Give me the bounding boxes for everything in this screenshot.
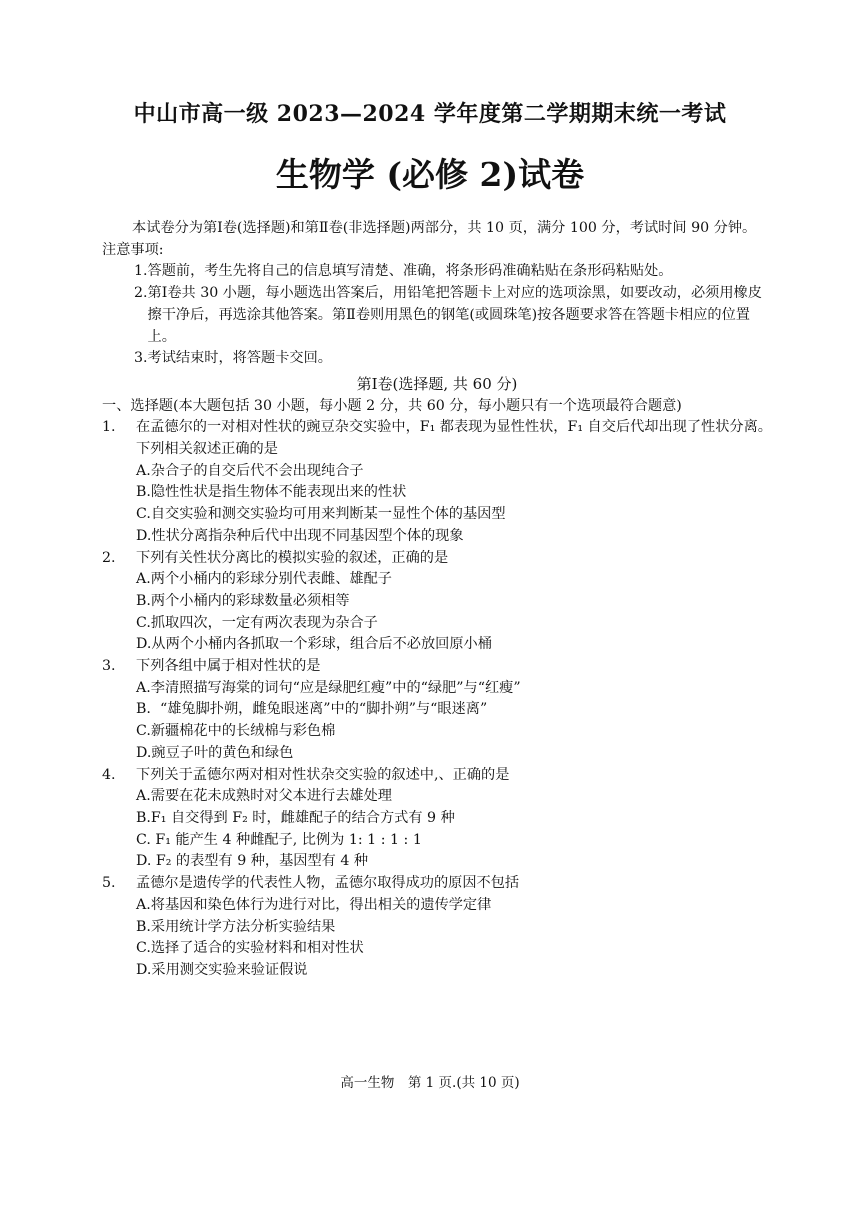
question-stem: 下列有关性状分离比的模拟实验的叙述，正确的是 bbox=[136, 549, 449, 566]
question-number: 5. bbox=[102, 875, 116, 892]
question-2 bbox=[102, 548, 772, 657]
note-item-1 bbox=[102, 261, 772, 283]
question-number: 2. bbox=[102, 549, 116, 566]
section-instruction: 一、选择题(本大题包括 30 小题，每小题 2 分，共 60 分，每小题只有一个选项最符合题意) bbox=[102, 397, 682, 414]
page-footer: 高一生物 第 1 页.(共 10 页) bbox=[340, 1075, 520, 1091]
question-stem: 在孟德尔的一对相对性状的豌豆杂交实验中，F₁ 都表现为显性性状，F₁ 自交后代却出现了性状分离。下列相关叙述正确的是 bbox=[136, 419, 772, 458]
option-d: D.采用测交实验来验证假说 bbox=[136, 961, 308, 978]
note-number: 2. bbox=[134, 285, 148, 302]
note-text: 第Ⅰ卷共 30 小题，每小题选出答案后，用铅笔把答题卡上对应的选项涂黑，如要改动，必须用橡皮擦干净后，再选涂其他答案。第Ⅱ卷则用黑色的钢笔(或圆珠笔)按各题要求答在答题卡相应的位置上。 bbox=[147, 285, 762, 345]
option-c: C. F₁ 能产生 4 种雌配子, 比例为 1: 1 : 1 : 1 bbox=[136, 831, 422, 848]
note-item-3 bbox=[102, 348, 772, 370]
note-item-2 bbox=[102, 283, 772, 348]
subject-title: 生物学 (必修 2)试卷 bbox=[275, 155, 585, 194]
option-b: B.F₁ 自交得到 F₂ 时，雌雄配子的结合方式有 9 种 bbox=[136, 809, 455, 826]
question-number: 1. bbox=[102, 419, 116, 436]
option-d: D.豌豆子叶的黄色和绿色 bbox=[136, 744, 294, 761]
option-b: B.隐性性状是指生物体不能表现出来的性状 bbox=[136, 484, 407, 501]
question-3 bbox=[102, 656, 772, 765]
exam-body bbox=[102, 218, 772, 982]
notes-heading: 注意事项: bbox=[102, 241, 164, 258]
option-a: A.杂合子的自交后代不会出现纯合子 bbox=[136, 462, 364, 479]
option-d: D.性状分离指杂种后代中出现不同基因型个体的现象 bbox=[136, 527, 464, 544]
note-number: 1. bbox=[134, 263, 148, 280]
question-stem: 孟德尔是遗传学的代表性人物，孟德尔取得成功的原因不包括 bbox=[136, 875, 520, 892]
option-d: D.从两个小桶内各抓取一个彩球，组合后不必放回原小桶 bbox=[136, 636, 492, 653]
question-4 bbox=[102, 765, 772, 874]
question-stem: 下列关于孟德尔两对相对性状杂交实验的叙述中,、正确的是 bbox=[136, 766, 510, 783]
question-number: 3. bbox=[102, 658, 116, 675]
question-5 bbox=[102, 873, 772, 982]
question-stem: 下列各组中属于相对性状的是 bbox=[136, 658, 321, 675]
option-b: B. “雄兔脚扑朔，雌兔眼迷离”中的“脚扑朔”与“眼迷离” bbox=[136, 701, 488, 718]
option-c: C.新疆棉花中的长绒棉与彩色棉 bbox=[136, 723, 336, 740]
option-d: D. F₂ 的表型有 9 种，基因型有 4 种 bbox=[136, 853, 369, 870]
question-1 bbox=[102, 417, 772, 547]
question-number: 4. bbox=[102, 766, 116, 783]
section-title: 第Ⅰ卷(选择题, 共 60 分) bbox=[356, 374, 518, 393]
option-a: A.将基因和染色体行为进行对比，得出相关的遗传学定律 bbox=[136, 896, 492, 913]
option-a: A.李清照描写海棠的词句“应是绿肥红瘦”中的“绿肥”与“红瘦” bbox=[136, 679, 521, 696]
exam-title: 中山市高一级 2023—2024 学年度第二学期期末统一考试 bbox=[133, 101, 727, 127]
option-a: A.两个小桶内的彩球分别代表雌、雄配子 bbox=[136, 571, 392, 588]
option-c: C.抓取四次，一定有两次表现为杂合子 bbox=[136, 614, 378, 631]
option-b: B.两个小桶内的彩球数量必须相等 bbox=[136, 592, 350, 609]
note-text: 答题前，考生先将自己的信息填写清楚、准确，将条形码准确粘贴在条形码粘贴处。 bbox=[147, 263, 673, 280]
note-number: 3. bbox=[134, 350, 148, 367]
option-c: C.自交实验和测交实验均可用来判断某一显性个体的基因型 bbox=[136, 506, 506, 523]
note-text: 考试结束时，将答题卡交回。 bbox=[147, 350, 332, 367]
option-a: A.需要在花未成熟时对父本进行去雄处理 bbox=[136, 788, 392, 805]
option-b: B.采用统计学方法分析实验结果 bbox=[136, 918, 336, 935]
option-c: C.选择了适合的实验材料和相对性状 bbox=[136, 940, 364, 957]
intro-paragraph: 本试卷分为第Ⅰ卷(选择题)和第Ⅱ卷(非选择题)两部分，共 10 页，满分 100 分，考试时间 90 分钟。 bbox=[132, 220, 757, 236]
